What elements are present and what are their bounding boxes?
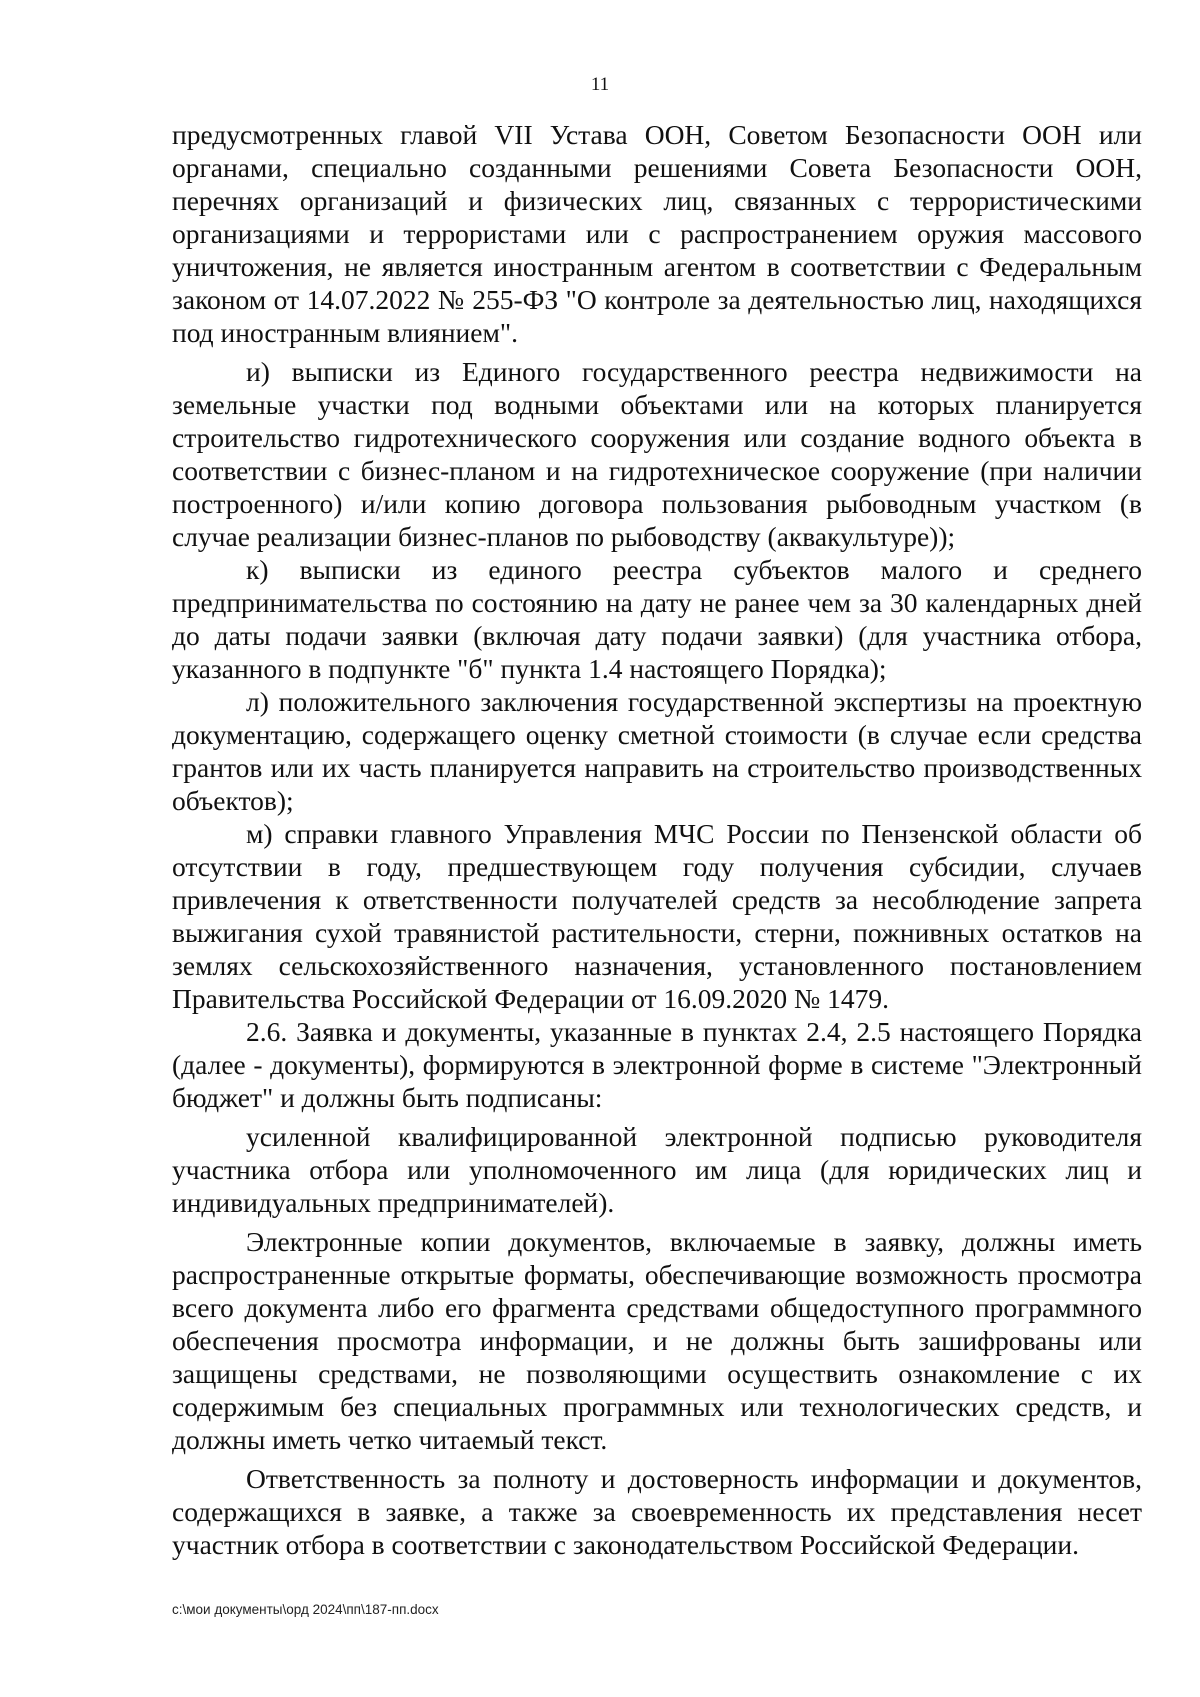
paragraph-electronic-copies: Электронные копии документов, включаемые в заявку, должны иметь распространенные открытые форматы, обеспечивающие возможность просмотра всего документа либо его фрагмента средствами общедоступного программного обеспечения просмотра информации, и не должны быть зашифрованы или защищены средствами, не позволяющими осуществить ознакомление с их содержимым без специальных программных или технологических средств, и должны иметь четко читаемый текст. xyxy=(172,1226,1142,1455)
paragraph-item-m: м) справки главного Управления МЧС России по Пензенской области об отсутствии в году, предшествующем году получения субсидии, случаев привлечения к ответственности получателей средств за несоблюдение запрета выжигания сухой травянистой растительности, стерни, пожнивных остатков на землях сельскохозяйственного назначения, установленного постановлением Правительства Российской Федерации от 16.09.2020 № 1479. xyxy=(172,818,1142,1014)
paragraph-responsibility: Ответственность за полноту и достоверность информации и документов, содержащихся в заявке, а также за своевременность их представления несет участник отбора в соответствии с законодательством Российской Федерации. xyxy=(172,1463,1142,1560)
paragraph-item-k: к) выписки из единого реестра субъектов малого и среднего предпринимательства по состоянию на дату не ранее чем за 30 календарных дней до даты подачи заявки (включая дату подачи заявки) (для участника отбора, указанного в подпункте "б" пункта 1.4 настоящего Порядка); xyxy=(172,554,1142,684)
paragraph-continuation: предусмотренных главой VII Устава ООН, Советом Безопасности ООН или органами, специально созданными решениями Совета Безопасности ООН, перечнях организаций и физических лиц, связанных с террористическими организациями и террористами или с распространением оружия массового уничтожения, не является иностранным агентом в соответствии с Федеральным законом от 14.07.2022 № 255-ФЗ "О контроле за деятельностью лиц, находящихся под иностранным влиянием". xyxy=(172,119,1142,348)
paragraph-2-6: 2.6. Заявка и документы, указанные в пунктах 2.4, 2.5 настоящего Порядка (далее - документы), формируются в электронной форме в системе "Электронный бюджет" и должны быть подписаны: xyxy=(172,1016,1142,1113)
paragraph-signature: усиленной квалифицированной электронной подписью руководителя участника отбора или уполномоченного им лица (для юридических лиц и индивидуальных предпринимателей). xyxy=(172,1121,1142,1218)
page-number: 11 xyxy=(590,74,610,95)
document-body xyxy=(172,118,1142,1561)
paragraph-item-l: л) положительного заключения государственной экспертизы на проектную документацию, содержащего оценку сметной стоимости (в случае если средства грантов или их часть планируется направить на строительство производственных объектов); xyxy=(172,686,1142,816)
paragraph-item-i: и) выписки из Единого государственного реестра недвижимости на земельные участки под водными объектами или на которых планируется строительство гидротехнического сооружения или создание водного объекта в соответствии с бизнес-планом и на гидротехническое сооружение (при наличии построенного) и/или копию договора пользования рыбоводным участком (в случае реализации бизнес-планов по рыбоводству (аквакультуре)); xyxy=(172,356,1142,552)
footer-file-path: c:\мои документы\орд 2024\пп\187-пп.docx xyxy=(172,1602,439,1617)
